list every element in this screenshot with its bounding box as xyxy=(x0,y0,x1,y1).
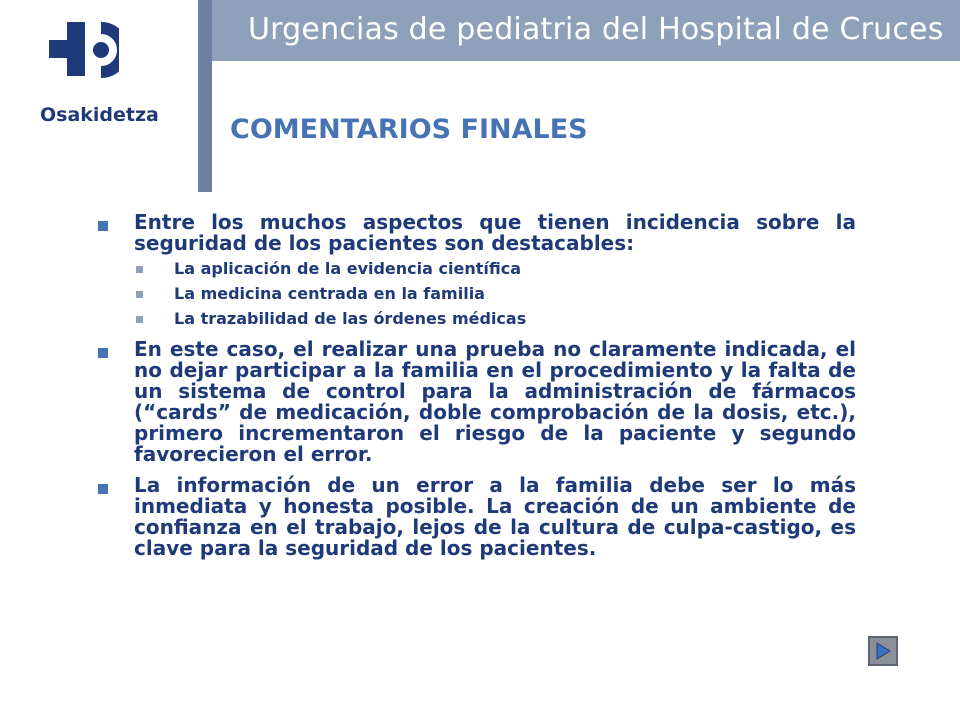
sub-bullet-text: La medicina centrada en la familia xyxy=(174,284,485,303)
sub-bullet-item xyxy=(96,259,856,279)
bullet-item xyxy=(96,339,856,465)
square-bullet-icon xyxy=(98,221,108,231)
sub-bullet-text: La aplicación de la evidencia científica xyxy=(174,259,521,278)
square-bullet-icon xyxy=(98,348,108,358)
slide-content xyxy=(96,212,856,559)
bullet-text: En este caso, el realizar una prueba no claramente indicada, el no dejar participar a la familia en el procedimiento y la falta de un sistema de control para la administración de fármacos (“cards” de medicación, doble comprobación de la dosis, etc.), primero incrementaron el riesgo de la paciente y segundo favorecieron el error. xyxy=(134,337,856,466)
osakidetza-logo-icon xyxy=(49,20,119,90)
sub-bullet-text: La trazabilidad de las órdenes médicas xyxy=(174,309,527,328)
header-title: Urgencias de pediatria del Hospital de Cruces xyxy=(248,12,944,47)
slide-title: COMENTARIOS FINALES xyxy=(230,114,588,145)
sub-bullet-item xyxy=(96,284,856,304)
bullet-item xyxy=(96,475,856,559)
bullet-text: La información de un error a la familia debe ser lo más inmediata y honesta posible. La creación de un ambiente de confianza en el trabajo, lejos de la cultura de culpa-castigo, es clave para la seguridad de los pacientes. xyxy=(134,473,856,560)
next-slide-button[interactable] xyxy=(868,636,898,666)
header-divider-bar xyxy=(198,0,212,192)
square-bullet-icon xyxy=(136,266,143,273)
brand-name: Osakidetza xyxy=(40,104,159,126)
square-bullet-icon xyxy=(136,291,143,298)
bullet-text: Entre los muchos aspectos que tienen incidencia sobre la seguridad de los pacientes son destacables: xyxy=(134,210,856,255)
sub-bullet-item xyxy=(96,309,856,329)
square-bullet-icon xyxy=(136,316,143,323)
square-bullet-icon xyxy=(98,484,108,494)
next-arrow-icon xyxy=(874,642,892,660)
bullet-item xyxy=(96,212,856,254)
